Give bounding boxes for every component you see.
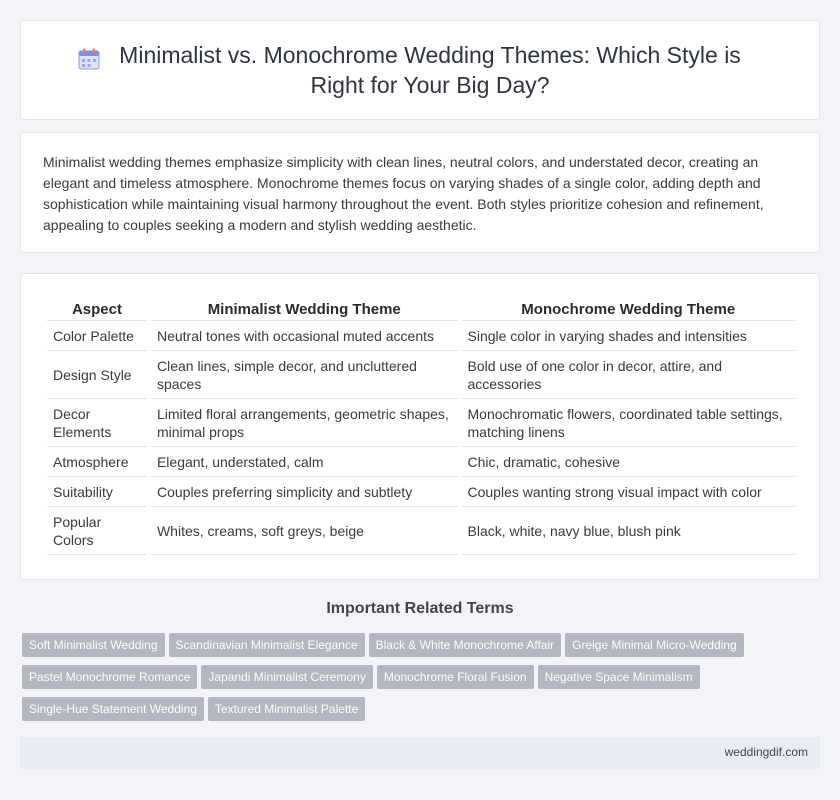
tag-link[interactable]: Monochrome Floral Fusion [377,665,534,689]
row-monochrome: Black, white, navy blue, blush pink [462,507,796,555]
row-monochrome: Bold use of one color in decor, attire, and accessories [462,351,796,399]
row-minimalist: Limited floral arrangements, geometric shapes, minimal props [151,399,458,447]
related-terms-title: Important Related Terms [326,600,514,617]
table-row [47,351,795,399]
table-row [47,399,795,447]
related-tags [22,633,782,729]
site-link[interactable]: weddingdif.com [724,745,808,759]
calendar-icon [77,47,101,71]
tag-link[interactable]: Scandinavian Minimalist Elegance [169,633,365,657]
header-aspect: Aspect [47,295,147,321]
row-aspect: Color Palette [47,321,147,351]
row-aspect: Suitability [47,477,147,507]
row-minimalist: Couples preferring simplicity and subtlety [151,477,458,507]
intro-paragraph: Minimalist wedding themes emphasize simplicity with clean lines, neutral colors, and understated decor, creating an elegant and timeless atmosphere. Monochrome themes focus on varying shades of a single color, adding depth and sophistication while maintaining visual harmony throughout the event. Both styles prioritize cohesion and refinement, appealing to couples seeking a modern and stylish wedding aesthetic. [43,154,764,233]
row-minimalist: Whites, creams, soft greys, beige [151,507,458,555]
tag-link[interactable]: Textured Minimalist Palette [208,697,365,721]
row-monochrome: Chic, dramatic, cohesive [462,447,796,477]
tag-link[interactable]: Japandi Minimalist Ceremony [201,665,372,689]
table-header-row [47,295,795,321]
table-row [47,447,795,477]
intro-card [20,132,820,253]
footer [20,737,820,769]
row-monochrome: Single color in varying shades and intensities [462,321,796,351]
tag-link[interactable]: Single-Hue Statement Wedding [22,697,204,721]
table-row [47,477,795,507]
header-monochrome: Monochrome Wedding Theme [462,295,796,321]
row-monochrome: Monochromatic flowers, coordinated table settings, matching linens [462,399,796,447]
table-row [47,321,795,351]
row-aspect: Popular Colors [47,507,147,555]
tag-link[interactable]: Greige Minimal Micro-Wedding [565,633,744,657]
row-minimalist: Clean lines, simple decor, and uncluttered spaces [151,351,458,399]
tag-link[interactable]: Soft Minimalist Wedding [22,633,165,657]
row-monochrome: Couples wanting strong visual impact with color [462,477,796,507]
row-aspect: Atmosphere [47,447,147,477]
comparison-card [20,273,820,580]
tag-link[interactable]: Negative Space Minimalism [538,665,700,689]
row-aspect: Design Style [47,351,147,399]
comparison-table [43,295,799,555]
page-title: Minimalist vs. Monochrome Wedding Themes: Which Style is Right for Your Big Day? [119,42,741,98]
title-wrap [21,21,819,119]
tag-link[interactable]: Pastel Monochrome Romance [22,665,197,689]
header-card [20,20,820,120]
table-row [47,507,795,555]
tag-link[interactable]: Black & White Monochrome Affair [369,633,562,657]
header-minimalist: Minimalist Wedding Theme [151,295,458,321]
row-aspect: Decor Elements [47,399,147,447]
row-minimalist: Elegant, understated, calm [151,447,458,477]
row-minimalist: Neutral tones with occasional muted accents [151,321,458,351]
